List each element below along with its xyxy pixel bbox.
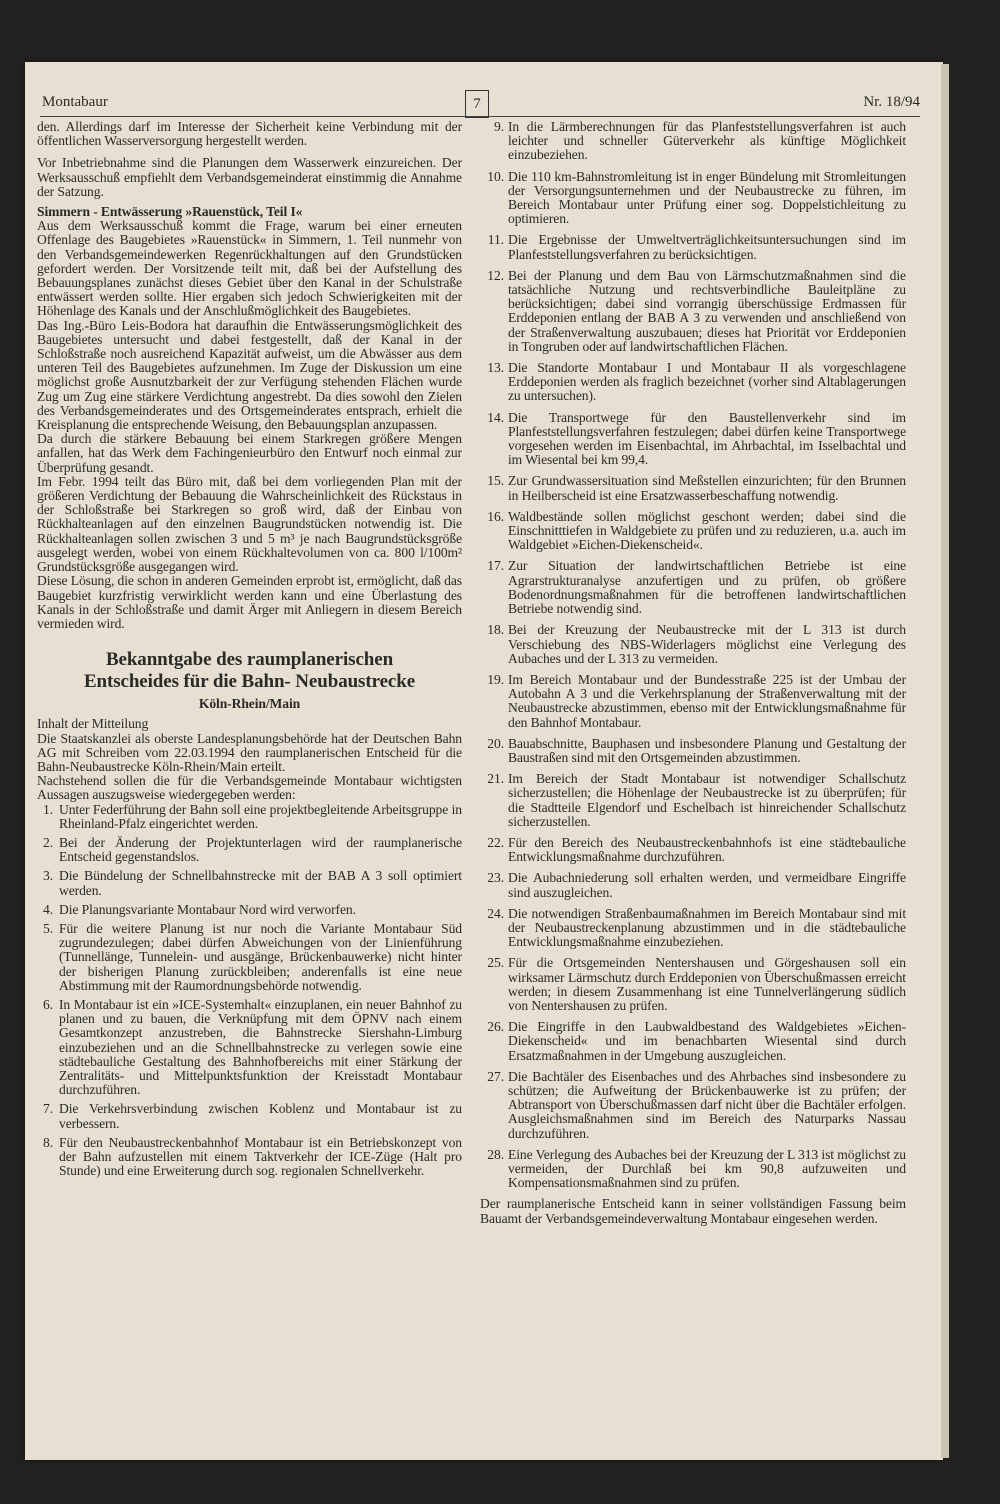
article-subtitle: Köln-Rhein/Main (198, 696, 301, 712)
page-edge (941, 64, 949, 1458)
item-number: 14. (487, 409, 504, 425)
item-text: Bauabschnitte, Bauphasen und insbesondere Planung und Gestaltung der Baustraßen sind mit den Ortsgemeinden abzustimmen. (508, 735, 906, 765)
paragraph: Diese Lösung, die schon in anderen Gemeinden erprobt ist, ermöglicht, daß das Baugebiet kurzfristig verwirklicht werden kann und eine Überlastung des Kanals in der Schloßstraße und damit Ärger mit Anliegern in diesem Bereich vermieden wird. (37, 573, 462, 631)
list-item (480, 170, 906, 227)
left-column (37, 120, 462, 1183)
article-title-line: Bekanntgabe des raumplanerischen (105, 649, 394, 671)
list-item (480, 411, 906, 468)
list-item (480, 871, 906, 899)
list-item (480, 233, 906, 261)
header-location: Montabaur (42, 94, 108, 110)
item-number: 2. (43, 834, 53, 850)
issue-number: Nr. 18/94 (863, 94, 920, 110)
item-number: 8. (43, 1134, 53, 1150)
item-text: Im Bereich Montabaur und der Bundesstraße 225 ist der Umbau der Autobahn A 3 und die Verkehrsplanung der Straßenverwaltung mit der Neubaustrecke abzustimmen, ebenso mit der Entwicklungsmaßnahme für den Bahnhof Montabaur. (508, 671, 906, 730)
item-text: Die Aubachniederung soll erhalten werden, und vermeidbare Eingriffe sind auszugleichen. (508, 870, 906, 900)
header-rule (40, 116, 920, 117)
list-item (480, 737, 906, 765)
item-number: 20. (487, 735, 504, 751)
list-item (37, 869, 462, 897)
item-text: Bei der Kreuzung der Neubaustrecke mit der L 313 ist durch Verschiebung des NBS-Widerlagers möglichst eine Verlegung des Aubaches und der L 313 zu vermeiden. (508, 622, 906, 666)
item-text: In die Lärmberechnungen für das Planfeststellungsverfahren ist auch leichter und schneller Güterverkehr als künftige Möglichkeit einzubeziehen. (508, 119, 906, 163)
page-number: 7 (465, 90, 489, 118)
closing-paragraph: Der raumplanerische Entscheid kann in seiner vollständigen Fassung beim Bauamt der Verbandsgemeindeverwaltung Montabaur eingesehen werden. (480, 1196, 906, 1226)
article-title (37, 649, 462, 693)
item-list-left (37, 803, 462, 1179)
item-text: Zur Situation der landwirtschaftlichen Betriebe ist eine Agrarstrukturanalyse anzufertigen und zu prüfen, ob größere Bodenordnungsmaßnahmen für die betroffenen landwirtschaftlichen Betriebe notwendig sind. (508, 558, 906, 617)
item-text: Die Verkehrsverbindung zwischen Koblenz und Montabaur ist zu verbessern. (59, 1101, 462, 1131)
item-number: 16. (487, 508, 504, 524)
list-item (480, 1070, 906, 1141)
item-text: Die notwendigen Straßenbaumaßnahmen im Bereich Montabaur sind mit der Neubaustreckenplanung abzustimmen und in die städtebauliche Entwicklungsmaßnahme einzubeziehen. (508, 905, 906, 950)
list-item (37, 1136, 462, 1179)
item-text: Bei der Planung und dem Bau von Lärmschutzmaßnahmen sind die tatsächliche Nutzung und rechtsverbindliche Bauleitpläne zu berücksichtigen; dabei sind vorrangig überschüssige Erdmassen für Erddeponien entlang der BAB A 3 zu verwenden und anschließend von der Straßenverwaltung auszubauen; dieses hat Priorität vor Erddeponien in Tongruben oder auf landwirtschaftlichen Flächen. (508, 267, 906, 354)
right-column (480, 120, 906, 1234)
item-number: 11. (487, 232, 504, 248)
list-item (37, 903, 462, 917)
item-number: 23. (487, 870, 504, 886)
list-item (480, 907, 906, 950)
item-text: Im Bereich der Stadt Montabaur ist notwendiger Schallschutz sicherzustellen; die Höhenlage der Neubaustrecke ist zu überprüfen; für die Stadtteile Elgendorf und Eschelbach ist hinreichender Schallschutz sicherzustellen. (508, 771, 906, 829)
item-text: Unter Federführung der Bahn soll eine projektbegleitende Arbeitsgruppe in Rheinland-Pfalz eingerichtet werden. (59, 801, 462, 831)
list-item (480, 510, 906, 553)
list-item (480, 623, 906, 666)
list-item (480, 559, 906, 616)
item-number: 4. (43, 901, 53, 917)
item-text: Die Bachtäler des Eisenbaches und des Ahrbaches sind insbesondere zu schützen; die Aufweitung der Brückenbauwerke ist zu prüfen; der Abtransport von Überschußmassen darf nicht über die Bachtäler erfolgen. Ausgleichsmaßnahmen sind im Bereich des Naturparks Nassau durchzuführen. (508, 1068, 906, 1141)
list-item (37, 803, 462, 831)
paragraph: Da durch die stärkere Bebauung bei einem Starkregen größere Mengen anfallen, hat das Werk dem Fachingenieurbüro den Entwurf noch einmal zur Überprüfung gesandt. (37, 431, 462, 475)
article-title-line: Entscheides für die Bahn- Neubaustrecke (83, 671, 416, 693)
item-text: Für den Neubaustreckenbahnhof Montabaur ist ein Betriebskonzept von der Bahn aufzustellen mit einem Taktverkehr der ICE-Züge (Halt pro Stunde) und eine Erweiterung durch sog. regionalen Schnellverkehr. (59, 1134, 462, 1179)
list-item (480, 836, 906, 864)
item-text: Für die weitere Planung ist nur noch die Variante Montabaur Süd zugrundezulegen; dabei dürfen Abweichungen von der Linienführung (Tunnellänge, Tunnelein- und ausgänge, Brückenbauwerke) nicht hinter der bisherigen Planung zurückbleiben; anderenfalls ist eine neue Abstimmung mit der Raumordnungsbehörde notwendig. (59, 920, 462, 993)
list-item (37, 836, 462, 864)
item-number: 28. (487, 1146, 504, 1162)
list-item (480, 673, 906, 730)
item-number: 17. (487, 558, 504, 574)
item-text: Die Standorte Montabaur I und Montabaur II als vorgeschlagene Erddeponien werden als fraglich bezeichnet (vorher sind Altablagerungen zu untersuchen). (508, 360, 906, 404)
item-text: Eine Verlegung des Aubaches bei der Kreuzung der L 313 ist möglichst zu vermeiden, der Durchlaß bei km 90,8 aufzuweiten und Kompensationsmaßnahmen sind zu prüfen. (508, 1146, 906, 1191)
paragraph: Die Staatskanzlei als oberste Landesplanungsbehörde hat der Deutschen Bahn AG mit Schreiben vom 22.03.1994 den raumplanerischen Entscheid für die Bahn-Neubaustrecke Köln-Rhein/Main erteilt. (37, 730, 462, 774)
list-item (480, 269, 906, 354)
item-text: Bei der Änderung der Projektunterlagen wird der raumplanerische Entscheid gegenstandslos. (59, 834, 462, 865)
item-text: In Montabaur ist ein »ICE-Systemhalt« einzuplanen, ein neuer Bahnhof zu planen und zu bauen, die Verknüpfung mit dem ÖPNV nach einem Gesamtkonzept anzustreben, die Bahnstrecke Siershahn-Limburg einzubeziehen und an die Schnellbahnstrecke zu verlegen sowie eine städtebauliche Gestaltung des Bahnhofbereichs mit einer Stärkung der Zentralitäts- und Mittelpunktsfunktion der Kreisstadt Montabaur durchzuführen. (59, 996, 462, 1098)
list-item (480, 1148, 906, 1191)
paragraph: Vor Inbetriebnahme sind die Planungen dem Wasserwerk einzureichen. Der Werksausschuß empfiehlt dem Verbandsgemeinderat einstimmig die Annahme der Satzung. (37, 155, 462, 199)
list-item (480, 956, 906, 1013)
item-text: Die 110 km-Bahnstromleitung ist in enger Bündelung mit Stromleitungen der Versorgungsunternehmen und der Neubaustrecke zu führen, im Bereich Montabaur unter Prüfung einer sog. Doppelstichleitung zu optimieren. (508, 168, 906, 227)
item-number: 10. (487, 168, 504, 184)
paragraph: Nachstehend sollen die für die Verbandsgemeinde Montabaur wichtigsten Aussagen auszugsweise wiedergegeben werden: (37, 773, 462, 803)
item-text: Die Transportwege für den Baustellenverkehr sind im Planfeststellungsverfahren festzulegen; dabei dürfen keine Transportwege vorgesehen werden im Eisenbachtal, im Ahrbachtal, im Isselbachtal und im Wiesental bei km 99,4. (508, 409, 906, 468)
section-heading: Simmern - Entwässerung »Rauenstück, Teil I« (37, 204, 303, 220)
item-text: Für die Ortsgemeinden Nentershausen und Görgeshausen soll ein wirksamer Lärmschutz durch Erddeponien von Überschußmassen erreicht werden; in diesem Zusammenhang ist eine Tunnelverlängerung südlich von Nentershausen zu prüfen. (508, 955, 906, 1013)
item-text: Die Eingriffe in den Laubwaldbestand des Waldgebietes »Eichen-Diekenscheid« und im benachbarten Wiesental sind durch Ersatzmaßnahmen in der Umgebung auszugleichen. (508, 1019, 906, 1063)
list-item (37, 922, 462, 993)
paragraph: Das Ing.-Büro Leis-Bodora hat daraufhin die Entwässerungsmöglichkeit des Baugebietes untersucht und dabei festgestellt, daß der Kanal in der Schloßstraße noch ausreichend Kapazität aufweist, um die Abwässer aus dem unteren Teil des Baugebietes aufzunehmen. Im Zuge der Diskussion um eine möglichst große Ausnutzbarkeit der zur Verfügung stehenden Flächen wurde Zug um Zug eine stärkere Verdichtung angestrebt. Da dies sowohl den Zielen des Verbandsgemeinderates und des Ortsgemeinderates entsprach, erhielt die Kreisplanung die entsprechende Weisung, den Bebauungsplan anzupassen. (37, 317, 462, 433)
intro-label: Inhalt der Mitteilung (37, 716, 149, 732)
paragraph: Im Febr. 1994 teilt das Büro mit, daß bei dem vorliegenden Plan mit der größeren Verdichtung der Bebauung die Wahrscheinlichkeit des Rückstaus in der Schloßstraße bei Starkregen so groß wird, daß der Einbau von Rückhalteanlagen auf den einzelnen Baugrundstücken notwendig ist. Die Rückhalteanlagen sollen zwischen 3 und 5 m³ je nach Baugrundstücksgröße ausgelegt werden, wobei von einem Rückhaltevolumen von ca. 800 l/100m² Grundstücksgröße ausgegangen wird. (37, 473, 462, 575)
list-item (480, 120, 906, 163)
item-number: 9. (494, 119, 504, 134)
item-number: 6. (43, 996, 53, 1012)
item-number: 27. (487, 1068, 504, 1084)
item-text: Waldbestände sollen möglichst geschont werden; dabei sind die Einschnitttiefen in Waldgebiete zu prüfen und zu reduzieren, u.a. auch im Waldgebiet »Eichen-Diekenscheid«. (508, 508, 906, 553)
list-item (480, 361, 906, 404)
item-number: 13. (487, 360, 504, 376)
item-number: 19. (487, 671, 504, 687)
item-number: 21. (487, 771, 504, 787)
list-item (480, 1020, 906, 1063)
item-number: 12. (487, 267, 504, 283)
item-number: 3. (43, 868, 53, 884)
item-number: 18. (487, 622, 504, 638)
item-number: 26. (487, 1019, 504, 1035)
item-text: Für den Bereich des Neubaustreckenbahnhofs ist eine städtebauliche Entwicklungsmaßnahme durchzuführen. (508, 834, 906, 865)
paragraph: den. Allerdings darf im Interesse der Sicherheit keine Verbindung mit der öffentlichen Wasserversorgung hergestellt werden. (37, 119, 462, 149)
item-list-right (480, 120, 906, 1190)
item-number: 7. (43, 1101, 53, 1117)
item-number: 25. (487, 955, 504, 971)
list-item (480, 474, 906, 502)
item-number: 15. (487, 473, 504, 489)
item-text: Die Ergebnisse der Umweltverträglichkeitsuntersuchungen sind im Planfeststellungsverfahren zu berücksichtigen. (508, 232, 906, 262)
item-text: Die Planungsvariante Montabaur Nord wird verworfen. (59, 901, 356, 917)
item-number: 22. (487, 834, 504, 850)
paragraph: Aus dem Werksausschuß kommt die Frage, warum bei einer erneuten Offenlage des Baugebietes »Rauenstück« in Simmern, 1. Teil nunmehr von den Verbandsgemeindewerken Regenrückhaltungen auf den Grundstücken gefordert werden. Der Vorsitzende teilt mit, daß bei der Aufstellung des Bebauungsplanes zunächst dieses Gebiet über den Kanal in der Schulstraße entwässert werden sollte. Hier ergaben sich jedoch Schwierigkeiten mit der Höhenlage des Kanals und der Anschlußmöglichkeit des Baugebietes. (37, 218, 462, 319)
item-number: 24. (487, 905, 504, 921)
item-text: Die Bündelung der Schnellbahnstrecke mit der BAB A 3 soll optimiert werden. (59, 868, 462, 898)
list-item (37, 1102, 462, 1130)
list-item (480, 772, 906, 829)
list-item (37, 998, 462, 1097)
item-number: 1. (43, 801, 53, 817)
item-number: 5. (43, 920, 53, 936)
item-text: Zur Grundwassersituation sind Meßstellen einzurichten; für den Brunnen in Heilberscheid ist eine Ersatzwasserbeschaffung notwendig. (508, 473, 906, 503)
